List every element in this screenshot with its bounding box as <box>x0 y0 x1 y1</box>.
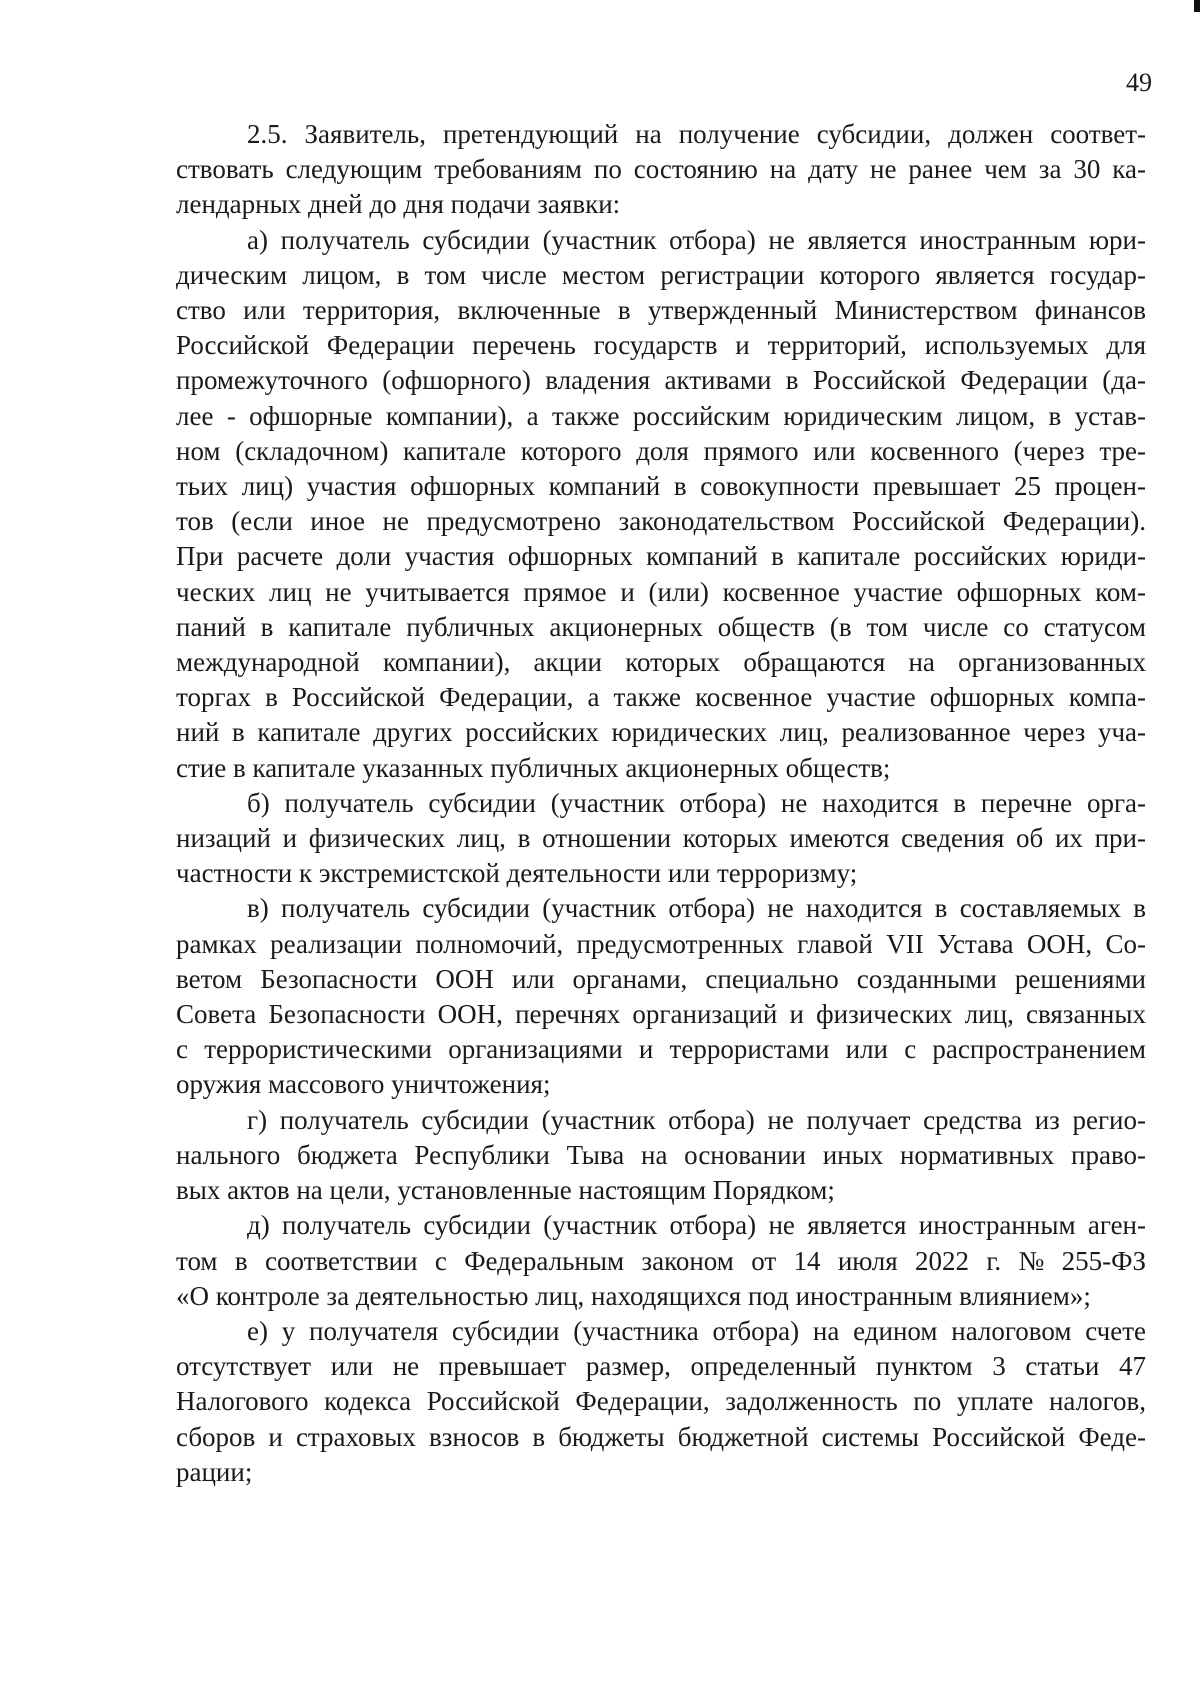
text-line: е) у получателя субсидии (участника отбора) на едином налоговом счете <box>247 1315 1146 1346</box>
text-line: частности к экстремистской деятельности или терроризму; <box>176 858 858 889</box>
paragraph-b <box>176 786 1146 892</box>
text-line: дическим лицом, в том числе местом регистрации которого является государ- <box>176 259 1146 290</box>
text-line: ствовать следующим требованиям по состоянию на дату не ранее чем за 30 ка- <box>176 154 1146 185</box>
text-line: паний в капитале публичных акционерных обществ (в том числе со статусом <box>176 611 1146 642</box>
text-line: рации; <box>176 1456 253 1487</box>
text-line: б) получатель субсидии (участник отбора) не находится в перечне орга- <box>247 787 1146 818</box>
text-line: оружия массового уничтожения; <box>176 1069 551 1100</box>
text-line: Российской Федерации перечень государств и территорий, используемых для <box>176 330 1146 361</box>
text-line: Совета Безопасности ООН, перечнях организаций и физических лиц, связанных <box>176 999 1146 1030</box>
text-line: д) получатель субсидии (участник отбора) не является иностранным аген- <box>247 1210 1146 1241</box>
text-line: стие в капитале указанных публичных акционерных обществ; <box>176 752 891 783</box>
text-line: тов (если иное не предусмотрено законодательством Российской Федерации). <box>176 506 1146 537</box>
text-line: низаций и физических лиц, в отношении которых имеются сведения об их при- <box>176 823 1146 854</box>
text-line: ство или территория, включенные в утвержденный Министерством финансов <box>176 295 1146 326</box>
text-line: в) получатель субсидии (участник отбора) не находится в составляемых в <box>247 893 1146 924</box>
text-line: Налогового кодекса Российской Федерации, задолженность по уплате налогов, <box>176 1386 1146 1417</box>
text-line: лее - офшорные компании), а также российским юридическим лицом, в устав- <box>176 400 1146 431</box>
text-line: ном (складочном) капитале которого доля прямого или косвенного (через тре- <box>176 435 1146 466</box>
text-line: отсутствует или не превышает размер, определенный пунктом 3 статьи 47 <box>176 1351 1146 1382</box>
paragraph-2-5 <box>176 117 1146 223</box>
text-line: международной компании), акции которых обращаются на организованных <box>176 647 1146 678</box>
document-body <box>176 117 1146 1490</box>
text-line: вых актов на цели, установленные настоящим Порядком; <box>176 1175 835 1206</box>
text-line: том в соответствии с Федеральным законом от 14 июля 2022 г. № 255-ФЗ <box>176 1245 1146 1276</box>
text-line: торгах в Российской Федерации, а также косвенное участие офшорных компа- <box>176 682 1146 713</box>
scan-edge-mark <box>1194 0 1200 12</box>
paragraph-e <box>176 1314 1146 1490</box>
text-line: нального бюджета Республики Тыва на основании иных нормативных право- <box>176 1139 1146 1170</box>
text-line: г) получатель субсидии (участник отбора) не получает средства из регио- <box>247 1104 1146 1135</box>
paragraph-a <box>176 223 1146 786</box>
text-line: сборов и страховых взносов в бюджеты бюджетной системы Российской Феде- <box>176 1421 1146 1452</box>
paragraph-g <box>176 1103 1146 1209</box>
text-line: «О контроле за деятельностью лиц, находящихся под иностранным влиянием»; <box>176 1280 1091 1311</box>
text-line: лендарных дней до дня подачи заявки: <box>176 189 621 220</box>
paragraph-v <box>176 891 1146 1102</box>
text-line: ветом Безопасности ООН или органами, специально созданными решениями <box>176 963 1146 994</box>
text-line: рамках реализации полномочий, предусмотренных главой VII Устава ООН, Со- <box>176 928 1146 959</box>
text-line: а) получатель субсидии (участник отбора) не является иностранным юри- <box>247 224 1146 255</box>
text-line: 2.5. Заявитель, претендующий на получение субсидии, должен соответ- <box>247 119 1146 149</box>
text-line: ческих лиц не учитывается прямое и (или) косвенное участие офшорных ком- <box>176 576 1146 607</box>
text-line: ний в капитале других российских юридических лиц, реализованное через уча- <box>176 717 1146 748</box>
text-line: При расчете доли участия офшорных компаний в капитале российских юриди- <box>176 541 1146 572</box>
text-line: тьих лиц) участия офшорных компаний в совокупности превышает 25 процен- <box>176 471 1146 502</box>
text-line: с террористическими организациями и террористами или с распространением <box>176 1034 1146 1065</box>
paragraph-d <box>176 1208 1146 1314</box>
text-line: промежуточного (офшорного) владения активами в Российской Федерации (да- <box>176 365 1146 396</box>
page-number: 49 <box>1126 68 1152 97</box>
